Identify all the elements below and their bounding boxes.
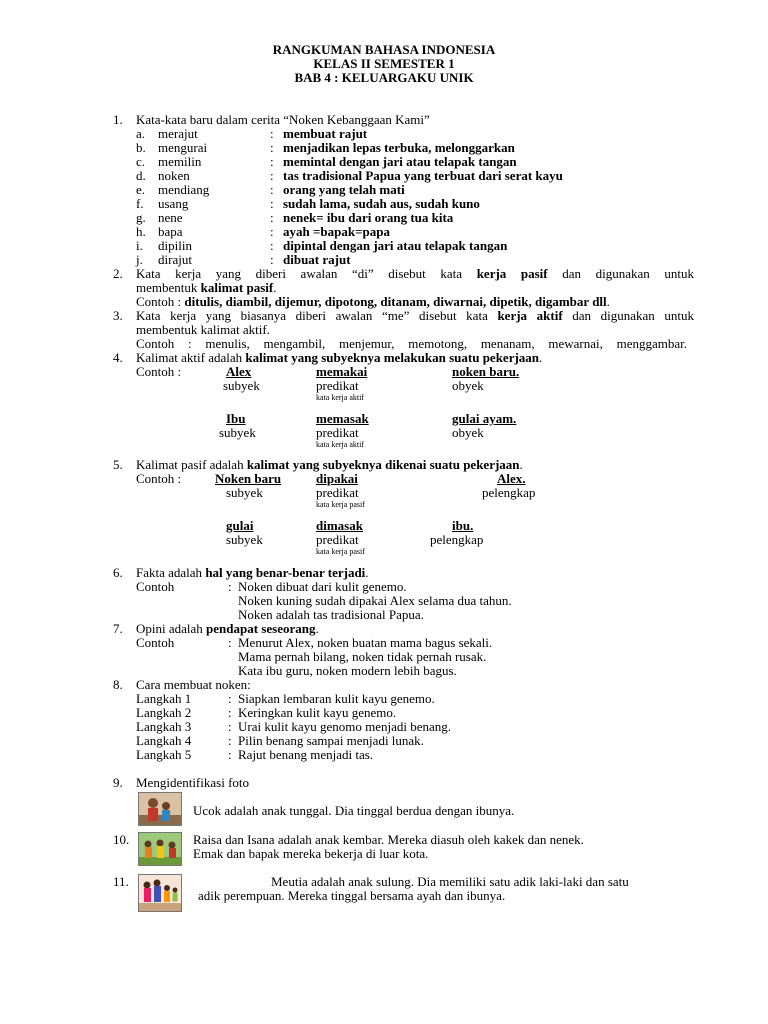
vocab-colon: :	[270, 210, 274, 225]
vocab-definition: nenek= ibu dari orang tua kita	[283, 210, 454, 225]
vocab-colon: :	[270, 182, 274, 197]
section-5-example-label: Contoh :	[136, 471, 182, 486]
section-10-number: 10.	[113, 832, 130, 847]
photo-twins	[138, 832, 182, 866]
vocab-definition: menjadikan lepas terbuka, melonggarkan	[283, 140, 515, 155]
section-11-line-1: Meutia adalah anak sulung. Dia memiliki satu adik laki-laki dan satu	[271, 874, 629, 889]
section-1-intro: Kata-kata baru dalam cerita “Noken Kebanggaan Kami”	[136, 112, 430, 127]
vocab-letter: h.	[136, 224, 146, 239]
section-4-line-1: Kalimat aktif adalah kalimat yang subyeknya melakukan suatu pekerjaan.	[136, 350, 543, 365]
vocab-letter: c.	[136, 154, 146, 169]
vocab-word: dirajut	[158, 252, 192, 267]
vocab-colon: :	[270, 154, 274, 169]
step-colon: :	[228, 691, 232, 706]
vocab-colon: :	[270, 168, 274, 183]
vocab-word: noken	[158, 168, 190, 183]
vocab-letter: a.	[136, 126, 146, 141]
section-2-number: 2.	[113, 266, 123, 281]
vocab-letter: f.	[136, 196, 144, 211]
step-colon: :	[228, 733, 232, 748]
s4-row2-verb-note: kata kerja aktif	[316, 440, 364, 449]
vocab-definition: orang yang telah mati	[283, 182, 405, 197]
vocab-word: dipilin	[158, 238, 192, 253]
s5-row1-subject: Noken baru	[215, 471, 282, 486]
section-6-example-label: Contoh	[136, 579, 175, 594]
s5-row1-predicate: dipakai	[316, 471, 358, 486]
section-11-number: 11.	[113, 874, 129, 889]
step-label: Langkah 3	[136, 719, 192, 734]
section-5-number: 5.	[113, 457, 123, 472]
step-label: Langkah 5	[136, 747, 192, 762]
section-5-line-1: Kalimat pasif adalah kalimat yang subyeknya dikenai suatu pekerjaan.	[136, 457, 523, 472]
step-text: Rajut benang menjadi tas.	[238, 747, 374, 762]
vocab-word: mengurai	[158, 140, 208, 155]
section-8-intro: Cara membuat noken:	[136, 677, 251, 692]
section-4-example-label: Contoh :	[136, 364, 182, 379]
section-6-example-1: Noken dibuat dari kulit genemo.	[238, 579, 407, 594]
section-9-text: Ucok adalah anak tunggal. Dia tinggal berdua dengan ibunya.	[193, 803, 515, 818]
section-3-line-1: Kata kerja yang biasanya diberi awalan “me” disebut kata kerja aktif dan digunakan untuk	[136, 308, 695, 323]
s4-row1-subject-tag: subyek	[223, 378, 260, 393]
s4-row2-predicate: memasak	[316, 411, 369, 426]
vocab-definition: membuat rajut	[283, 126, 368, 141]
step-text: Siapkan lembaran kulit kayu genemo.	[238, 691, 435, 706]
section-10-line-2: Emak dan bapak mereka bekerja di luar kota.	[193, 846, 429, 861]
s5-row2-subject: gulai	[226, 518, 254, 533]
step-label: Langkah 2	[136, 705, 192, 720]
s4-row1-object-tag: obyek	[452, 378, 484, 393]
vocab-word: mendiang	[158, 182, 210, 197]
section-10-line-1: Raisa dan Isana adalah anak kembar. Mereka diasuh oleh kakek dan nenek.	[193, 832, 584, 847]
section-6-example-3: Noken adalah tas tradisional Papua.	[238, 607, 424, 622]
s4-row1-predicate: memakai	[316, 364, 368, 379]
s5-row2-object-tag: pelengkap	[430, 532, 484, 547]
photo-eldest-child	[138, 874, 182, 912]
step-colon: :	[228, 747, 232, 762]
vocab-definition: sudah lama, sudah aus, sudah kuno	[283, 196, 480, 211]
vocab-word: nene	[158, 210, 183, 225]
vocab-colon: :	[270, 224, 274, 239]
s5-row1-object: Alex.	[497, 471, 526, 486]
s5-row1-subject-tag: subyek	[226, 485, 263, 500]
section-7-line-1: Opini adalah pendapat seseorang.	[136, 621, 319, 636]
section-2-example: Contoh : ditulis, diambil, dijemur, dipotong, ditanam, diwarnai, dipetik, digambar dll.	[136, 294, 610, 309]
s4-row2-object-tag: obyek	[452, 425, 484, 440]
vocab-definition: dibuat rajut	[283, 252, 351, 267]
section-4-number: 4.	[113, 350, 123, 365]
section-3-line-2: membentuk kalimat aktif.	[136, 322, 270, 337]
s4-row2-subject: Ibu	[226, 411, 246, 426]
section-6-number: 6.	[113, 565, 123, 580]
s4-row1-predicate-tag: predikat	[316, 378, 359, 393]
vocab-letter: j.	[136, 252, 143, 267]
section-11-line-2: adik perempuan. Mereka tinggal bersama ayah dan ibunya.	[198, 888, 506, 903]
s4-row1-object: noken baru.	[452, 364, 520, 379]
s4-row2-object: gulai ayam.	[452, 411, 517, 426]
section-7-colon: :	[228, 635, 232, 650]
section-7-example-2: Mama pernah bilang, noken tidak pernah rusak.	[238, 649, 487, 664]
vocab-colon: :	[270, 126, 274, 141]
title-line-2: KELAS II SEMESTER 1	[313, 56, 455, 71]
section-1-number: 1.	[113, 112, 123, 127]
step-label: Langkah 4	[136, 733, 192, 748]
s4-row2-predicate-tag: predikat	[316, 425, 359, 440]
vocab-letter: e.	[136, 182, 146, 197]
vocab-colon: :	[270, 140, 274, 155]
s5-row1-object-tag: pelengkap	[482, 485, 536, 500]
vocab-colon: :	[270, 238, 274, 253]
section-2-line-2: membentuk kalimat pasif.	[136, 280, 277, 295]
vocab-word: merajut	[158, 126, 198, 141]
vocab-definition: dipintal dengan jari atau telapak tangan	[283, 238, 508, 253]
section-7-example-label: Contoh	[136, 635, 175, 650]
section-6-colon: :	[228, 579, 232, 594]
s4-row1-subject: Alex	[226, 364, 252, 379]
section-2-line-1: Kata kerja yang diberi awalan “di” disebut kata kerja pasif dan digunakan untuk	[136, 266, 695, 281]
vocab-definition: tas tradisional Papua yang terbuat dari serat kayu	[283, 168, 563, 183]
vocab-colon: :	[270, 252, 274, 267]
section-7-example-1: Menurut Alex, noken buatan mama bagus sekali.	[238, 635, 493, 650]
vocab-word: memilin	[158, 154, 202, 169]
title-line-3: BAB 4 : KELUARGAKU UNIK	[294, 70, 474, 85]
s5-row2-object: ibu.	[452, 518, 474, 533]
section-9-intro: Mengidentifikasi foto	[136, 775, 250, 790]
s5-row1-predicate-tag: predikat	[316, 485, 359, 500]
section-6-line-1: Fakta adalah hal yang benar-benar terjadi.	[136, 565, 369, 580]
title-line-1: RANGKUMAN BAHASA INDONESIA	[272, 42, 496, 57]
step-label: Langkah 1	[136, 691, 192, 706]
step-colon: :	[228, 719, 232, 734]
vocab-letter: b.	[136, 140, 146, 155]
s5-row2-predicate-tag: predikat	[316, 532, 359, 547]
vocab-letter: d.	[136, 168, 146, 183]
step-text: Pilin benang sampai menjadi lunak.	[238, 733, 424, 748]
vocab-word: usang	[158, 196, 189, 211]
s5-row2-predicate: dimasak	[316, 518, 363, 533]
s5-row2-subject-tag: subyek	[226, 532, 263, 547]
section-6-example-2: Noken kuning sudah dipakai Alex selama dua tahun.	[238, 593, 512, 608]
section-9-number: 9.	[113, 775, 123, 790]
vocab-letter: i.	[136, 238, 143, 253]
photo-single-child	[138, 792, 182, 826]
vocab-definition: memintal dengan jari atau telapak tangan	[283, 154, 517, 169]
s5-row1-verb-note: kata kerja pasif	[316, 500, 365, 509]
section-3-number: 3.	[113, 308, 123, 323]
s5-row2-verb-note: kata kerja pasif	[316, 547, 365, 556]
vocab-colon: :	[270, 196, 274, 211]
step-text: Urai kulit kayu genomo menjadi benang.	[238, 719, 452, 734]
vocab-definition: ayah =bapak=papa	[283, 224, 390, 239]
s4-row1-verb-note: kata kerja aktif	[316, 393, 364, 402]
vocab-letter: g.	[136, 210, 146, 225]
section-7-number: 7.	[113, 621, 123, 636]
step-text: Keringkan kulit kayu genemo.	[238, 705, 397, 720]
section-3-example: Contoh : menulis, mengambil, menjemur, memotong, menanam, mewarnai, menggambar.	[136, 336, 687, 351]
section-7-example-3: Kata ibu guru, noken modern lebih bagus.	[238, 663, 457, 678]
vocab-word: bapa	[158, 224, 183, 239]
step-colon: :	[228, 705, 232, 720]
s4-row2-subject-tag: subyek	[219, 425, 256, 440]
section-8-number: 8.	[113, 677, 123, 692]
